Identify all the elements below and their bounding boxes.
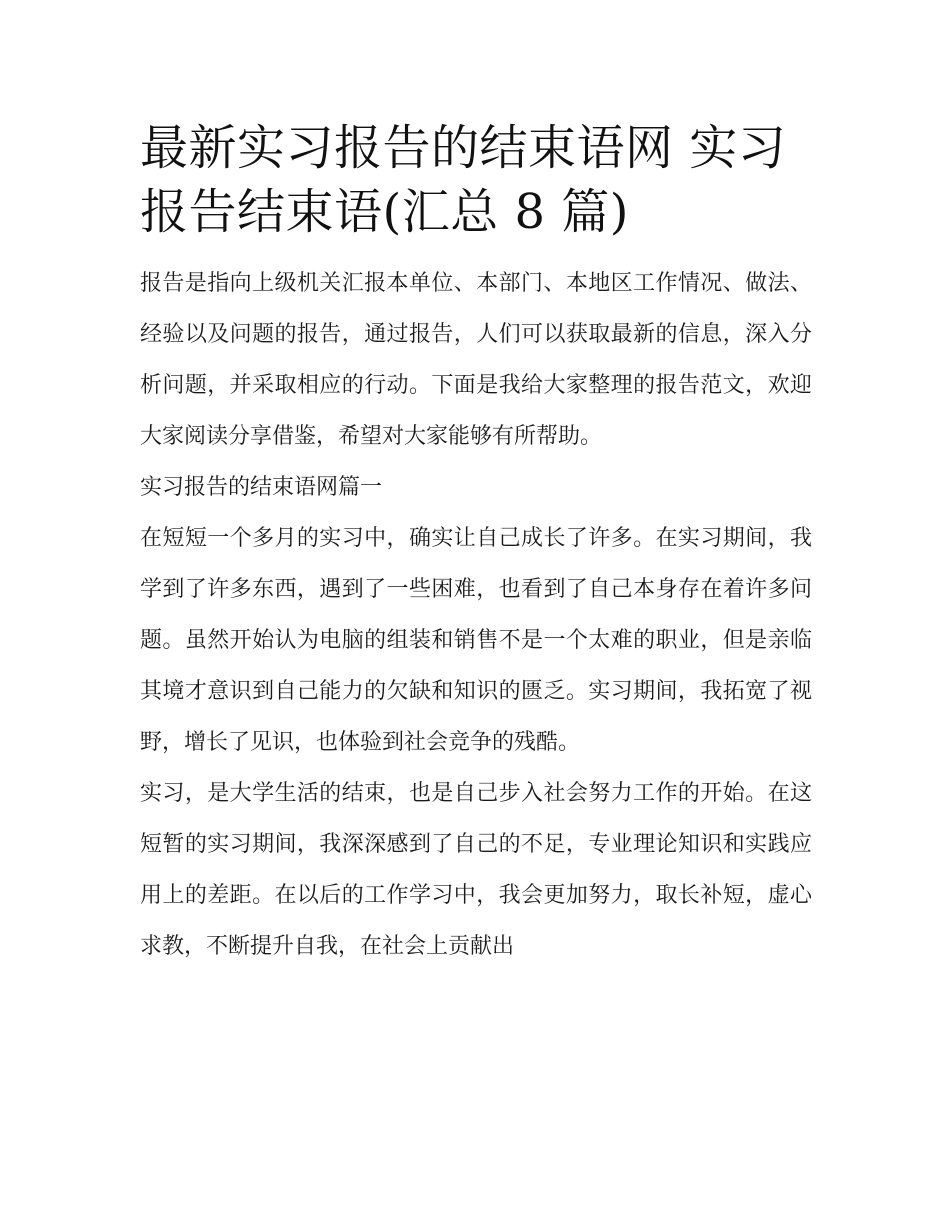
body-paragraph: 实习，是大学生活的结束，也是自己步入社会努力工作的开始。在这短暂的实习期间，我深深感到了自己的不足，专业理论知识和实践应用上的差距。在以后的工作学习中，我会更加努力，取长补短，虚心求教，不断提升自我，在社会上贡献出: [140, 781, 812, 959]
document-title: 最新实习报告的结束语网 实习报告结束语(汇总 8 篇): [140, 120, 787, 240]
intro-paragraph: 报告是指向上级机关汇报本单位、本部门、本地区工作情况、做法、经验以及问题的报告，通过报告，人们可以获取最新的信息，深入分析问题，并采取相应的行动。下面是我给大家整理的报告范文，欢迎大家阅读分享借鉴，希望对大家能够有所帮助。: [140, 271, 812, 449]
section-heading: 实习报告的结束语网篇一: [140, 475, 383, 500]
document-body: [140, 116, 812, 972]
body-paragraph: 在短短一个多月的实习中，确实让自己成长了许多。在实习期间，我学到了许多东西，遇到了一些困难，也看到了自己本身存在着许多问题。虽然开始认为电脑的组装和销售不是一个太难的职业，但是亲临其境才意识到自己能力的欠缺和知识的匮乏。实习期间，我拓宽了视野，增长了见识，也体验到社会竞争的残酷。: [140, 526, 812, 755]
